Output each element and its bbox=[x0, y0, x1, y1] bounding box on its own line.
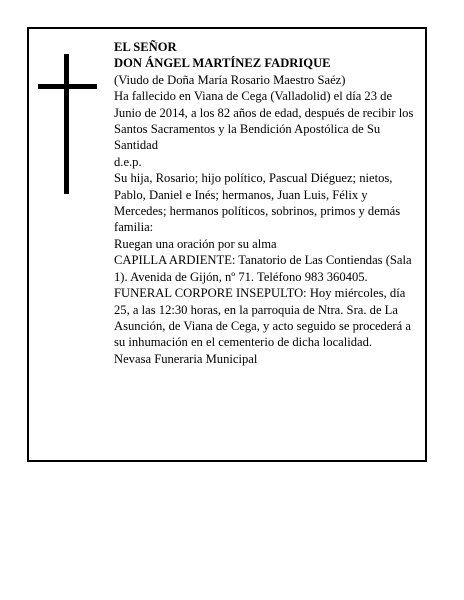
funeral-home-line: Nevasa Funeraria Municipal bbox=[114, 351, 258, 366]
deceased-subtitle: (Viudo de Doña María Rosario Maestro Saéz) bbox=[114, 72, 346, 87]
cross-icon bbox=[64, 54, 69, 194]
prayer-line: Ruegan una oración por su alma bbox=[114, 236, 277, 251]
chapel-paragraph: CAPILLA ARDIENTE: Tanatorio de Las Contiendas (Sala 1). Avenida de Gijón, nº 71. Teléfono 983 360405. bbox=[114, 253, 412, 284]
obituary-text bbox=[114, 39, 414, 367]
dep-line: d.e.p. bbox=[114, 154, 142, 169]
family-paragraph: Su hija, Rosario; hijo político, Pascual Diéguez; nietos, Pablo, Daniel e Inés; hermanos, Juan Luis, Félix y Mercedes; hermanos políticos, sobrinos, primos y demás familia: bbox=[114, 171, 401, 235]
death-notice-paragraph: Ha fallecido en Viana de Cega (Valladolid) el día 23 de Junio de 2014, a los 82 años de edad, después de recibir los Santos Sacramentos y la Bendición Apostólica de Su Santidad bbox=[114, 89, 414, 153]
deceased-name: DON ÁNGEL MARTÍNEZ FADRIQUE bbox=[114, 56, 331, 71]
cross-icon-crossbar bbox=[38, 84, 97, 89]
obituary-heading: EL SEÑOR bbox=[114, 40, 177, 54]
funeral-paragraph: FUNERAL CORPORE INSEPULTO: Hoy miércoles, día 25, a las 12:30 horas, en la parroquia de Ntra. Sra. de La Asunción, de Viana de Cega, y acto seguido se procederá a su inhumación en el cementerio de dicha localidad. bbox=[114, 286, 411, 350]
